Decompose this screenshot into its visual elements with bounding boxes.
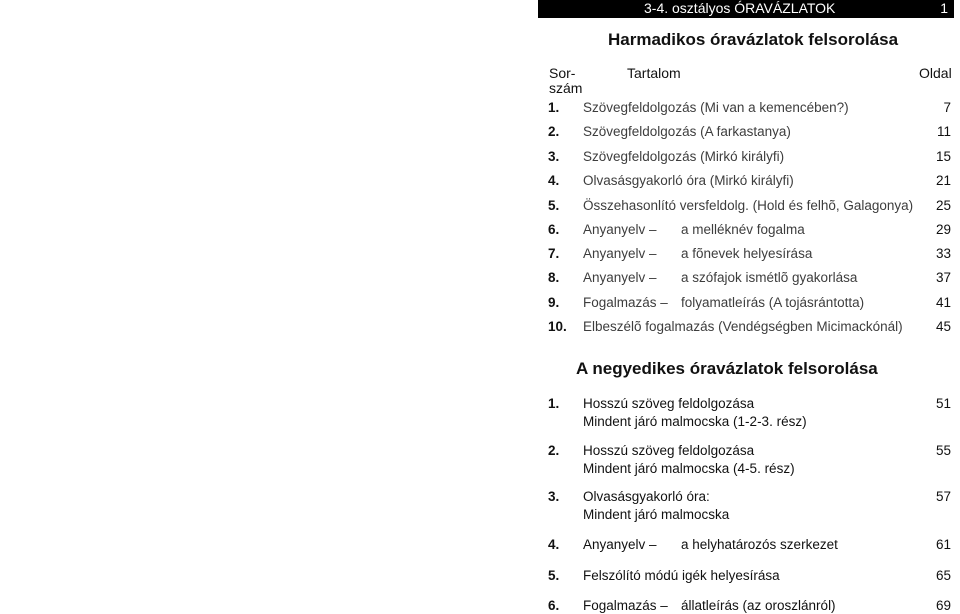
section2-title: A negyedikes óravázlatok felsorolása xyxy=(576,359,878,378)
section1-title: Harmadikos óravázlatok felsorolása xyxy=(608,30,899,49)
row-number: 8. xyxy=(548,270,560,285)
row-page: 7 xyxy=(943,100,951,115)
row-title: Anyanyelv – xyxy=(583,270,657,285)
row-title: Felszólító módú igék helyesírása xyxy=(583,568,780,583)
row-page: 21 xyxy=(935,173,951,188)
row-title: Anyanyelv – xyxy=(583,537,657,552)
row-title: Olvasásgyakorló óra: xyxy=(583,489,710,504)
row-number: 3. xyxy=(548,149,560,164)
row-subtitle: Mindent járó malmocska (1-2-3. rész) xyxy=(583,414,807,429)
row-number: 4. xyxy=(548,173,560,188)
toc-row xyxy=(548,488,951,524)
toc-row xyxy=(548,294,951,314)
row-page: 33 xyxy=(935,246,951,261)
row-page: 25 xyxy=(935,198,951,213)
col-header-oldal: Oldal xyxy=(919,65,952,81)
row-title: Elbeszélõ fogalmazás (Vendégségben Micimackónál) xyxy=(583,319,903,334)
row-page: 69 xyxy=(935,598,951,613)
row-number: 1. xyxy=(548,100,560,115)
row-page: 29 xyxy=(935,222,951,237)
row-title: Olvasásgyakorló óra (Mirkó királyfi) xyxy=(583,173,794,188)
toc-row xyxy=(548,197,951,217)
toc-row xyxy=(548,148,951,168)
toc-row xyxy=(548,567,951,585)
row-number: 9. xyxy=(548,295,560,310)
row-title: Anyanyelv – xyxy=(583,246,657,261)
row-subtitle: Mindent járó malmocska (4-5. rész) xyxy=(583,461,795,476)
row-title: Hosszú szöveg feldolgozása xyxy=(583,396,755,411)
toc-row xyxy=(548,442,951,478)
toc-row xyxy=(548,172,951,192)
toc-row xyxy=(548,269,951,289)
row-subtitle: Mindent járó malmocska xyxy=(583,507,730,522)
row-subtitle: a fõnevek helyesírása xyxy=(681,246,813,261)
col-header-tartalom: Tartalom xyxy=(627,65,681,81)
row-title: Fogalmazás – xyxy=(583,598,668,613)
row-number: 3. xyxy=(548,489,560,504)
row-page: 55 xyxy=(935,443,951,458)
toc-row xyxy=(548,245,951,265)
toc-row xyxy=(548,99,951,119)
row-page: 45 xyxy=(935,319,951,334)
row-page: 61 xyxy=(935,537,951,552)
row-number: 6. xyxy=(548,222,560,237)
toc-row xyxy=(548,395,951,431)
toc-row xyxy=(548,597,951,614)
header-title: 3-4. osztályos ÓRAVÁZLATOK xyxy=(644,0,836,16)
row-number: 4. xyxy=(548,537,560,552)
row-title: Összehasonlító versfeldolg. (Hold és felhõ, Galagonya) xyxy=(583,198,914,213)
row-subtitle: állatleírás (az oroszlánról) xyxy=(681,598,836,613)
toc-row xyxy=(548,318,951,338)
row-number: 5. xyxy=(548,568,560,583)
row-number: 10. xyxy=(548,319,567,334)
row-number: 2. xyxy=(548,124,560,139)
toc-row xyxy=(548,536,951,554)
row-title: Szövegfeldolgozás (A farkastanya) xyxy=(583,124,791,139)
row-title: Hosszú szöveg feldolgozása xyxy=(583,443,755,458)
row-page: 37 xyxy=(935,270,951,285)
row-title: Fogalmazás – xyxy=(583,295,668,310)
row-page: 51 xyxy=(935,396,951,411)
row-page: 15 xyxy=(935,149,951,164)
row-page: 57 xyxy=(935,489,951,504)
row-subtitle: a melléknév fogalma xyxy=(681,222,805,237)
row-page: 41 xyxy=(935,295,951,310)
row-number: 1. xyxy=(548,396,560,411)
row-title: Anyanyelv – xyxy=(583,222,657,237)
header-page-number: 1 xyxy=(940,0,948,16)
row-number: 2. xyxy=(548,443,560,458)
toc-row xyxy=(548,221,951,241)
row-number: 5. xyxy=(548,198,560,213)
toc-row xyxy=(548,123,951,143)
row-page: 65 xyxy=(935,568,951,583)
row-subtitle: folyamatleírás (A tojásrántotta) xyxy=(681,295,865,310)
row-number: 6. xyxy=(548,598,560,613)
row-subtitle: a helyhatározós szerkezet xyxy=(681,537,838,552)
row-subtitle: a szófajok ismétlõ gyakorlása xyxy=(681,270,858,285)
row-title: Szövegfeldolgozás (Mi van a kemencében?) xyxy=(583,100,849,115)
header-bar xyxy=(538,0,954,18)
row-title: Szövegfeldolgozás (Mirkó királyfi) xyxy=(583,149,785,164)
row-page: 11 xyxy=(936,124,951,139)
col-header-sor: Sor- xyxy=(549,65,576,81)
row-number: 7. xyxy=(548,246,560,261)
col-header-szam: szám xyxy=(549,80,583,96)
